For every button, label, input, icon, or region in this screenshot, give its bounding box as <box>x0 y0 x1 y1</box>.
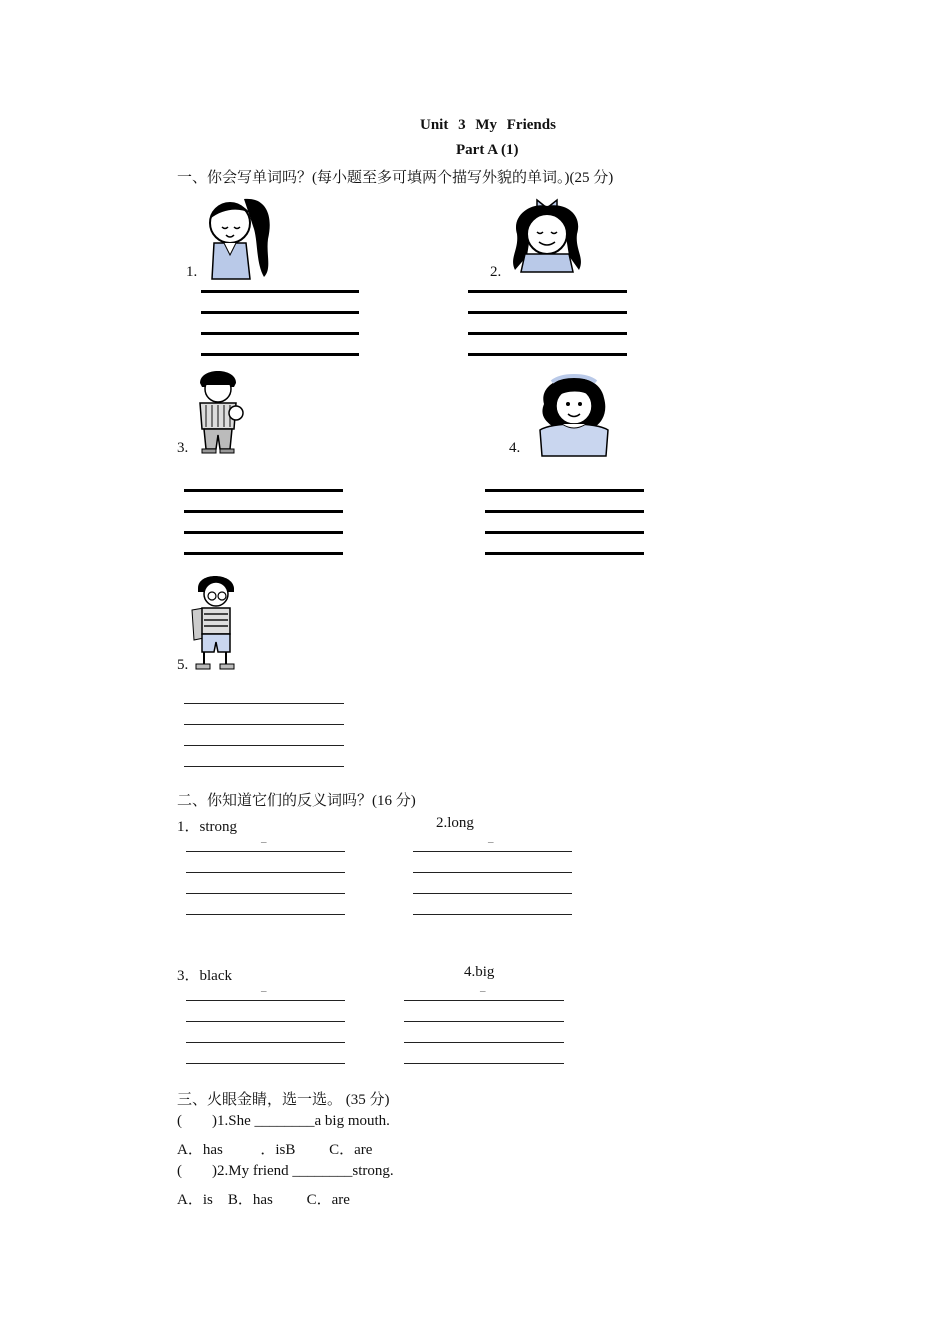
answer-line[interactable] <box>485 510 644 513</box>
answer-line[interactable] <box>201 311 359 314</box>
answer-line[interactable] <box>186 851 345 852</box>
answer-line[interactable] <box>184 724 344 725</box>
answer-line[interactable] <box>184 489 343 492</box>
section2-heading: 二、你知道它们的反义词吗？(16 分) <box>177 793 416 809</box>
answer-line[interactable] <box>201 353 359 356</box>
answer-line[interactable] <box>404 1021 564 1022</box>
antonym-item-long: 2.long <box>436 815 474 831</box>
question-2-options: A．is B．has C．are <box>177 1192 350 1208</box>
antonym-item-black: 3．black <box>177 968 232 984</box>
answer-line[interactable] <box>468 311 627 314</box>
headband-girl-illustration <box>522 364 626 457</box>
answer-line[interactable] <box>186 1063 345 1064</box>
dash-mark: – <box>480 985 486 997</box>
dash-mark: – <box>261 985 267 997</box>
answer-line[interactable] <box>186 872 345 873</box>
item4-number: 4. <box>509 440 521 456</box>
answer-line[interactable] <box>413 872 572 873</box>
answer-line[interactable] <box>184 531 343 534</box>
answer-line[interactable] <box>404 1000 564 1001</box>
question-1-options: A．has ．isB C．are <box>177 1142 373 1158</box>
boy-with-ball-illustration <box>190 365 246 455</box>
answer-line[interactable] <box>413 914 572 915</box>
answer-line[interactable] <box>485 531 644 534</box>
answer-line[interactable] <box>184 552 343 555</box>
answer-line[interactable] <box>413 893 572 894</box>
answer-line[interactable] <box>468 290 627 293</box>
item2-number: 2. <box>490 264 502 280</box>
answer-line[interactable] <box>186 893 345 894</box>
antonym-item-big: 4.big <box>464 964 495 980</box>
answer-line[interactable] <box>186 914 345 915</box>
answer-line[interactable] <box>184 766 344 767</box>
answer-line[interactable] <box>468 353 627 356</box>
answer-line[interactable] <box>184 703 344 704</box>
answer-line[interactable] <box>485 489 644 492</box>
ponytail-girl-illustration <box>198 193 280 281</box>
answer-line[interactable] <box>186 1000 345 1001</box>
answer-line[interactable] <box>184 745 344 746</box>
bow-girl-illustration <box>503 194 593 274</box>
dash-mark: – <box>261 836 267 848</box>
item5-number: 5. <box>177 657 189 673</box>
dash-mark: – <box>488 836 494 848</box>
page-subtitle: Part A (1) <box>456 142 519 158</box>
page-title: Unit 3 My Friends <box>420 117 556 133</box>
question-2-stem: ( )2.My friend ________strong. <box>177 1163 394 1179</box>
answer-line[interactable] <box>485 552 644 555</box>
answer-line[interactable] <box>186 1042 345 1043</box>
answer-line[interactable] <box>468 332 627 335</box>
answer-line[interactable] <box>404 1063 564 1064</box>
boy-with-glasses-illustration <box>190 572 240 672</box>
section3-heading: 三、火眼金睛，选一选。 (35 分) <box>177 1092 390 1108</box>
answer-line[interactable] <box>201 290 359 293</box>
answer-line[interactable] <box>201 332 359 335</box>
answer-line[interactable] <box>186 1021 345 1022</box>
item1-number: 1. <box>186 264 198 280</box>
antonym-item-strong: 1．strong <box>177 819 238 835</box>
answer-line[interactable] <box>404 1042 564 1043</box>
answer-line[interactable] <box>184 510 343 513</box>
question-1-stem: ( )1.She ________a big mouth. <box>177 1113 390 1129</box>
section1-heading: 一、你会写单词吗？(每小题至多可填两个描写外貌的单词。)(25 分) <box>177 170 614 186</box>
answer-line[interactable] <box>413 851 572 852</box>
item3-number: 3. <box>177 440 189 456</box>
